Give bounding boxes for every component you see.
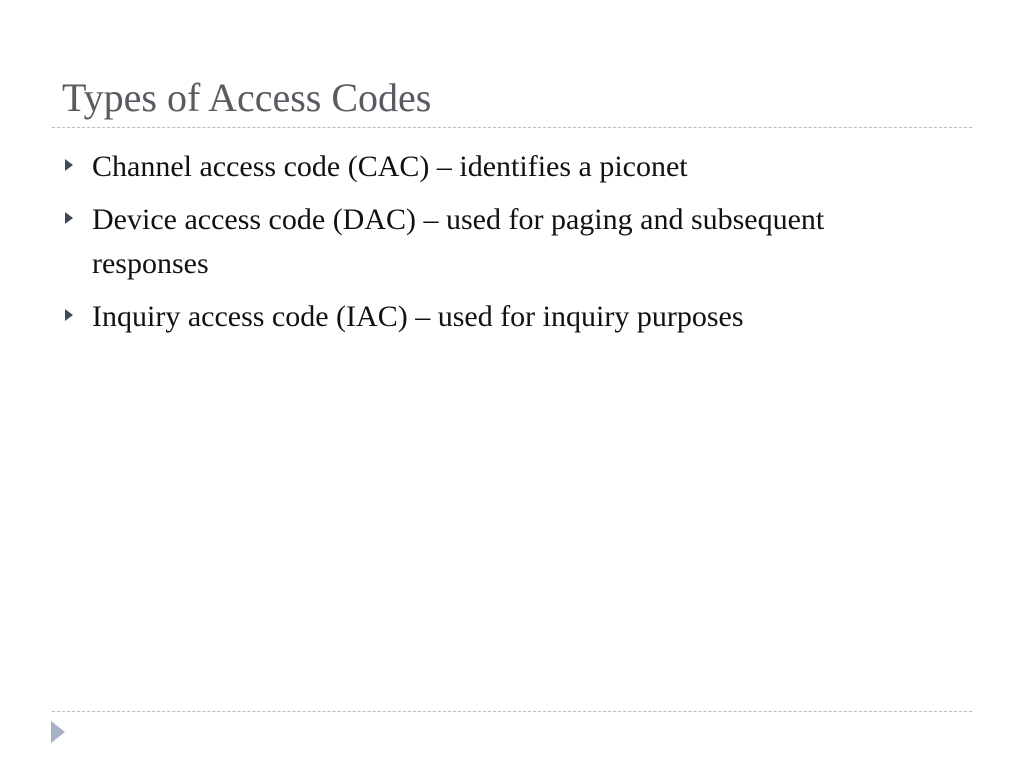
bullet-item-cac [62, 145, 942, 189]
bullet-triangle-icon [65, 159, 73, 171]
bullet-text: Inquiry access code (IAC) – used for inquiry purposes [92, 300, 744, 333]
bullet-list [62, 145, 942, 348]
bullet-triangle-icon [65, 212, 73, 224]
bullet-item-dac [62, 198, 942, 286]
slide-title: Types of Access Codes [62, 75, 432, 120]
bullet-triangle-icon [65, 309, 73, 321]
next-slide-arrow-icon[interactable] [51, 721, 65, 743]
bullet-text: Device access code (DAC) – used for paging and subsequent responses [92, 203, 825, 280]
bullet-text: Channel access code (CAC) – identifies a piconet [92, 150, 688, 183]
bullet-item-iac [62, 295, 942, 339]
footer-divider [52, 711, 972, 712]
title-divider [52, 127, 972, 128]
